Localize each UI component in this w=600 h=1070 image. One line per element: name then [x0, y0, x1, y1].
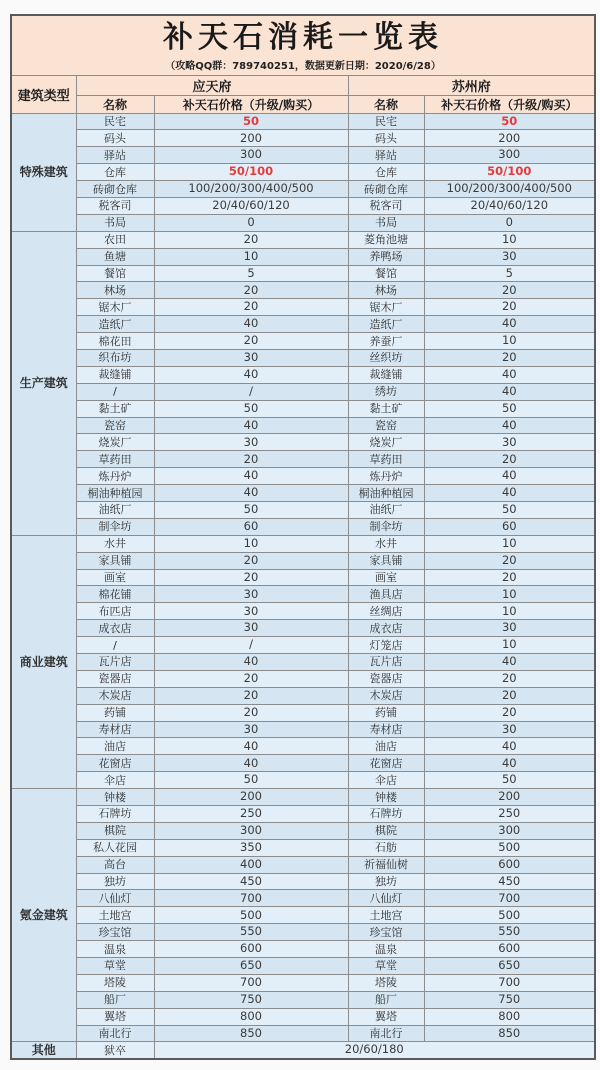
- price-cell: 10: [424, 333, 595, 350]
- table-row: [11, 1025, 595, 1042]
- building-name-cell: 船厂: [76, 991, 154, 1008]
- price-cell: 20: [424, 569, 595, 586]
- price-cell: 20: [424, 349, 595, 366]
- building-name-cell: 码头: [348, 130, 424, 147]
- table-row: [11, 620, 595, 637]
- price-cell: 20: [424, 299, 595, 316]
- building-name-cell: 造纸厂: [76, 316, 154, 333]
- price-cell: 30: [424, 620, 595, 637]
- price-cell: 20: [154, 569, 348, 586]
- price-cell: 40: [154, 755, 348, 772]
- building-name-cell: 烧炭厂: [348, 434, 424, 451]
- price-cell: 350: [154, 839, 348, 856]
- building-name-cell: 草堂: [348, 958, 424, 975]
- building-name-cell: 狱卒: [76, 1042, 154, 1059]
- building-name-cell: 棉花铺: [76, 586, 154, 603]
- price-cell: 500: [154, 907, 348, 924]
- price-cell: 500: [424, 839, 595, 856]
- price-cell: 50: [424, 400, 595, 417]
- table-row: [11, 941, 595, 958]
- price-cell: 700: [154, 974, 348, 991]
- table-row: [11, 637, 595, 654]
- table-row: [11, 552, 595, 569]
- building-name-cell: 裁缝铺: [76, 366, 154, 383]
- price-cell: 200: [424, 130, 595, 147]
- building-name-cell: 土地宫: [76, 907, 154, 924]
- price-cell: 200: [154, 789, 348, 806]
- building-name-cell: 棋院: [76, 822, 154, 839]
- price-cell: 30: [154, 721, 348, 738]
- building-name-cell: 养鸭场: [348, 248, 424, 265]
- price-cell: 40: [154, 366, 348, 383]
- table-row: [11, 603, 595, 620]
- price-cell: 20: [424, 282, 595, 299]
- price-cell: 600: [154, 941, 348, 958]
- price-cell: 700: [424, 974, 595, 991]
- building-name-cell: 林场: [76, 282, 154, 299]
- building-name-cell: 造纸厂: [348, 316, 424, 333]
- table-row: [11, 755, 595, 772]
- price-cell: 30: [154, 620, 348, 637]
- building-name-cell: 炼丹炉: [76, 468, 154, 485]
- price-cell: 50: [154, 772, 348, 789]
- price-cell: 20: [154, 687, 348, 704]
- price-cell: 30: [154, 586, 348, 603]
- building-name-cell: 书局: [348, 214, 424, 231]
- building-name-cell: 温泉: [76, 941, 154, 958]
- price-cell: 40: [154, 485, 348, 502]
- building-name-cell: 仓库: [348, 164, 424, 181]
- building-name-cell: 绣坊: [348, 383, 424, 400]
- price-cell: 40: [424, 468, 595, 485]
- price-cell: 300: [154, 822, 348, 839]
- building-name-cell: 伞店: [348, 772, 424, 789]
- building-name-cell: 林场: [348, 282, 424, 299]
- building-name-cell: 黏土矿: [76, 400, 154, 417]
- building-name-cell: 塔陵: [348, 974, 424, 991]
- price-cell: 650: [424, 958, 595, 975]
- price-cell: 400: [154, 856, 348, 873]
- price-cell: 5: [424, 265, 595, 282]
- building-name-cell: 珍宝馆: [348, 924, 424, 941]
- building-name-cell: 黏土矿: [348, 400, 424, 417]
- table-row: [11, 451, 595, 468]
- price-cell: 40: [424, 654, 595, 671]
- price-cell: 30: [154, 349, 348, 366]
- table-row: [11, 670, 595, 687]
- column-header-city-suzhoufu: 苏州府: [348, 75, 595, 95]
- table-row: [11, 1008, 595, 1025]
- price-cell: 20: [154, 333, 348, 350]
- price-cell: 10: [424, 603, 595, 620]
- building-name-cell: 花窗店: [76, 755, 154, 772]
- building-name-cell: 翼塔: [76, 1008, 154, 1025]
- price-cell: 550: [154, 924, 348, 941]
- building-name-cell: 瓷器店: [348, 670, 424, 687]
- building-name-cell: 药铺: [76, 704, 154, 721]
- price-cell: 800: [424, 1008, 595, 1025]
- price-cell: 20/40/60/120: [154, 197, 348, 214]
- price-cell: 30: [424, 434, 595, 451]
- table-row: [11, 400, 595, 417]
- building-name-cell: 桐油种植园: [76, 485, 154, 502]
- price-cell: 750: [424, 991, 595, 1008]
- building-name-cell: 画室: [348, 569, 424, 586]
- building-name-cell: 驿站: [76, 147, 154, 164]
- price-cell: 50/100: [424, 164, 595, 181]
- price-cell: 0: [154, 214, 348, 231]
- price-cell: 40: [424, 755, 595, 772]
- column-header-building-type: 建筑类型: [11, 75, 76, 113]
- price-cell: /: [154, 637, 348, 654]
- building-name-cell: 祈福仙树: [348, 856, 424, 873]
- table-row: [11, 417, 595, 434]
- price-cell: 20: [424, 451, 595, 468]
- table-row: [11, 924, 595, 941]
- table-row: [11, 907, 595, 924]
- building-name-cell: 丝织坊: [348, 349, 424, 366]
- building-name-cell: 油店: [76, 738, 154, 755]
- price-cell: 40: [424, 485, 595, 502]
- table-row: [11, 1042, 595, 1059]
- building-name-cell: 锯木厂: [348, 299, 424, 316]
- building-name-cell: 瓷窑: [76, 417, 154, 434]
- building-name-cell: 瓷窑: [348, 417, 424, 434]
- table-row: [11, 197, 595, 214]
- building-name-cell: 民宅: [76, 113, 154, 130]
- price-cell: 800: [154, 1008, 348, 1025]
- table-body: [11, 113, 595, 1059]
- building-name-cell: 丝绸店: [348, 603, 424, 620]
- building-name-cell: 驿站: [348, 147, 424, 164]
- table-row: [11, 468, 595, 485]
- building-name-cell: 锯木厂: [76, 299, 154, 316]
- price-cell: 20: [424, 687, 595, 704]
- building-name-cell: 制伞坊: [76, 518, 154, 535]
- price-cell: 50/100: [154, 164, 348, 181]
- price-cell: 40: [424, 316, 595, 333]
- building-name-cell: 烧炭厂: [76, 434, 154, 451]
- building-name-cell: 花窗店: [348, 755, 424, 772]
- building-name-cell: 鱼塘: [76, 248, 154, 265]
- building-name-cell: 成衣店: [348, 620, 424, 637]
- table-row: [11, 333, 595, 350]
- building-name-cell: 养蚕厂: [348, 333, 424, 350]
- building-name-cell: 木炭店: [76, 687, 154, 704]
- table-row: [11, 164, 595, 181]
- table-row: [11, 772, 595, 789]
- building-name-cell: 八仙灯: [76, 890, 154, 907]
- building-name-cell: /: [76, 637, 154, 654]
- column-header-name-2: 名称: [348, 95, 424, 113]
- price-cell: 10: [424, 586, 595, 603]
- building-name-cell: 独坊: [76, 873, 154, 890]
- building-name-cell: 油纸厂: [348, 501, 424, 518]
- building-name-cell: 灯笼店: [348, 637, 424, 654]
- building-name-cell: 织布坊: [76, 349, 154, 366]
- price-cell: 550: [424, 924, 595, 941]
- price-cell: 500: [424, 907, 595, 924]
- building-name-cell: 炼丹炉: [348, 468, 424, 485]
- table-row: [11, 434, 595, 451]
- building-name-cell: 码头: [76, 130, 154, 147]
- price-cell: 200: [154, 130, 348, 147]
- price-cell: 100/200/300/400/500: [424, 181, 595, 198]
- price-cell: 20: [154, 231, 348, 248]
- price-cell: 50: [424, 113, 595, 130]
- building-name-cell: 渔具店: [348, 586, 424, 603]
- building-name-cell: 瓷器店: [76, 670, 154, 687]
- column-header-city-yingtianfu: 应天府: [76, 75, 348, 95]
- building-name-cell: 草药田: [76, 451, 154, 468]
- price-cell: 40: [424, 738, 595, 755]
- building-name-cell: 水井: [348, 535, 424, 552]
- price-cell: 30: [154, 434, 348, 451]
- building-name-cell: 砖砌仓库: [76, 181, 154, 198]
- building-name-cell: 棋院: [348, 822, 424, 839]
- building-name-cell: 裁缝铺: [348, 366, 424, 383]
- table-title-cell: [11, 15, 595, 75]
- table-row: [11, 299, 595, 316]
- price-cell: 100/200/300/400/500: [154, 181, 348, 198]
- section-type-label: 生产建筑: [11, 231, 76, 535]
- building-name-cell: 翼塔: [348, 1008, 424, 1025]
- table-row: [11, 890, 595, 907]
- building-name-cell: 塔陵: [76, 974, 154, 991]
- table-row: [11, 586, 595, 603]
- building-name-cell: 桐油种植园: [348, 485, 424, 502]
- column-header-name-1: 名称: [76, 95, 154, 113]
- price-cell: 250: [154, 806, 348, 823]
- table-row: [11, 856, 595, 873]
- price-cell: 40: [154, 417, 348, 434]
- building-name-cell: 南北行: [348, 1025, 424, 1042]
- price-cell: 20: [154, 704, 348, 721]
- price-cell: 40: [154, 654, 348, 671]
- building-name-cell: 寿材店: [76, 721, 154, 738]
- table-row: [11, 265, 595, 282]
- price-cell: 20: [154, 451, 348, 468]
- price-cell: 60: [424, 518, 595, 535]
- section-type-label: 氪金建筑: [11, 789, 76, 1042]
- column-header-price-2: 补天石价格（升级/购买）: [424, 95, 595, 113]
- price-cell: 40: [424, 383, 595, 400]
- price-cell: 10: [154, 248, 348, 265]
- table-row: [11, 738, 595, 755]
- price-cell: 30: [424, 248, 595, 265]
- table-row: [11, 687, 595, 704]
- price-cell: 10: [424, 637, 595, 654]
- table-row: [11, 873, 595, 890]
- building-name-cell: 瓦片店: [348, 654, 424, 671]
- building-name-cell: 成衣店: [76, 620, 154, 637]
- building-name-cell: 书局: [76, 214, 154, 231]
- price-cell: 20: [424, 704, 595, 721]
- building-name-cell: 石牌坊: [348, 806, 424, 823]
- building-name-cell: 棉花田: [76, 333, 154, 350]
- price-cell: 60: [154, 518, 348, 535]
- price-cell: 40: [424, 417, 595, 434]
- section-type-label: 特殊建筑: [11, 113, 76, 231]
- price-cell: 750: [154, 991, 348, 1008]
- building-name-cell: 税客司: [348, 197, 424, 214]
- price-cell: 50: [154, 113, 348, 130]
- price-cell: 300: [154, 147, 348, 164]
- price-cell: 20: [154, 299, 348, 316]
- building-name-cell: 水井: [76, 535, 154, 552]
- building-name-cell: 八仙灯: [348, 890, 424, 907]
- table-row: [11, 704, 595, 721]
- building-name-cell: 土地宫: [348, 907, 424, 924]
- table-row: [11, 485, 595, 502]
- table-row: [11, 789, 595, 806]
- price-cell: 20/40/60/120: [424, 197, 595, 214]
- price-cell: 450: [154, 873, 348, 890]
- building-name-cell: /: [76, 383, 154, 400]
- price-cell: 5: [154, 265, 348, 282]
- page-title: 补天石消耗一览表: [163, 20, 444, 55]
- table-row: [11, 958, 595, 975]
- price-cell: 20: [154, 670, 348, 687]
- price-cell: 10: [424, 535, 595, 552]
- page-subtitle: （攻略QQ群：789740251，数据更新日期：2020/6/28）: [165, 60, 441, 72]
- price-cell: 0: [424, 214, 595, 231]
- building-name-cell: 布匹店: [76, 603, 154, 620]
- building-name-cell: 珍宝馆: [76, 924, 154, 941]
- table-row: [11, 248, 595, 265]
- price-cell: 50: [424, 501, 595, 518]
- building-name-cell: 船厂: [348, 991, 424, 1008]
- table-row: [11, 383, 595, 400]
- price-cell: /: [154, 383, 348, 400]
- building-name-cell: 石舫: [348, 839, 424, 856]
- building-name-cell: 油纸厂: [76, 501, 154, 518]
- table-row: [11, 147, 595, 164]
- table-row: [11, 822, 595, 839]
- butian-stone-table: [10, 14, 596, 1060]
- table-row: [11, 535, 595, 552]
- table-row: [11, 366, 595, 383]
- price-cell: 20: [154, 282, 348, 299]
- table-row: [11, 130, 595, 147]
- table-row: [11, 569, 595, 586]
- table-row: [11, 231, 595, 248]
- building-name-cell: 家具铺: [348, 552, 424, 569]
- price-cell: 600: [424, 856, 595, 873]
- building-name-cell: 私人花园: [76, 839, 154, 856]
- price-cell: 40: [154, 316, 348, 333]
- table-row: [11, 518, 595, 535]
- table-row: [11, 316, 595, 333]
- building-name-cell: 钟楼: [76, 789, 154, 806]
- building-name-cell: 药铺: [348, 704, 424, 721]
- building-name-cell: 温泉: [348, 941, 424, 958]
- section-type-label: 其他: [11, 1042, 76, 1059]
- table-row: [11, 974, 595, 991]
- price-cell: 600: [424, 941, 595, 958]
- price-cell: 250: [424, 806, 595, 823]
- building-name-cell: 画室: [76, 569, 154, 586]
- building-name-cell: 草堂: [76, 958, 154, 975]
- table-row: [11, 349, 595, 366]
- building-name-cell: 南北行: [76, 1025, 154, 1042]
- building-name-cell: 家具铺: [76, 552, 154, 569]
- building-name-cell: 餐馆: [348, 265, 424, 282]
- table-row: [11, 721, 595, 738]
- price-cell: 20: [154, 552, 348, 569]
- price-cell: 40: [154, 738, 348, 755]
- building-name-cell: 伞店: [76, 772, 154, 789]
- section-type-label: 商业建筑: [11, 535, 76, 788]
- price-cell: 20: [424, 552, 595, 569]
- price-cell: 40: [154, 468, 348, 485]
- price-cell: 450: [424, 873, 595, 890]
- building-name-cell: 独坊: [348, 873, 424, 890]
- price-cell: 700: [424, 890, 595, 907]
- price-cell: 300: [424, 147, 595, 164]
- price-cell: 300: [424, 822, 595, 839]
- merged-price-cell: 20/60/180: [154, 1042, 595, 1059]
- building-name-cell: 草药田: [348, 451, 424, 468]
- building-name-cell: 高台: [76, 856, 154, 873]
- price-cell: 10: [424, 231, 595, 248]
- building-name-cell: 寿材店: [348, 721, 424, 738]
- table-row: [11, 839, 595, 856]
- table-row: [11, 113, 595, 130]
- price-cell: 30: [424, 721, 595, 738]
- building-name-cell: 油店: [348, 738, 424, 755]
- price-cell: 650: [154, 958, 348, 975]
- building-name-cell: 砖砌仓库: [348, 181, 424, 198]
- table-row: [11, 181, 595, 198]
- building-name-cell: 民宅: [348, 113, 424, 130]
- table-row: [11, 654, 595, 671]
- building-name-cell: 税客司: [76, 197, 154, 214]
- price-cell: 850: [154, 1025, 348, 1042]
- price-cell: 10: [154, 535, 348, 552]
- building-name-cell: 制伞坊: [348, 518, 424, 535]
- building-name-cell: 钟楼: [348, 789, 424, 806]
- building-name-cell: 农田: [76, 231, 154, 248]
- table-row: [11, 991, 595, 1008]
- price-cell: 50: [154, 501, 348, 518]
- table-row: [11, 501, 595, 518]
- table-row: [11, 282, 595, 299]
- building-name-cell: 仓库: [76, 164, 154, 181]
- column-header-price-1: 补天石价格（升级/购买）: [154, 95, 348, 113]
- building-name-cell: 石牌坊: [76, 806, 154, 823]
- table-row: [11, 806, 595, 823]
- price-cell: 30: [154, 603, 348, 620]
- building-name-cell: 餐馆: [76, 265, 154, 282]
- building-name-cell: 瓦片店: [76, 654, 154, 671]
- building-name-cell: 菱角池塘: [348, 231, 424, 248]
- price-cell: 50: [424, 772, 595, 789]
- building-name-cell: 木炭店: [348, 687, 424, 704]
- price-cell: 700: [154, 890, 348, 907]
- price-cell: 850: [424, 1025, 595, 1042]
- price-cell: 20: [424, 670, 595, 687]
- price-cell: 50: [154, 400, 348, 417]
- price-cell: 200: [424, 789, 595, 806]
- table-row: [11, 214, 595, 231]
- price-cell: 40: [424, 366, 595, 383]
